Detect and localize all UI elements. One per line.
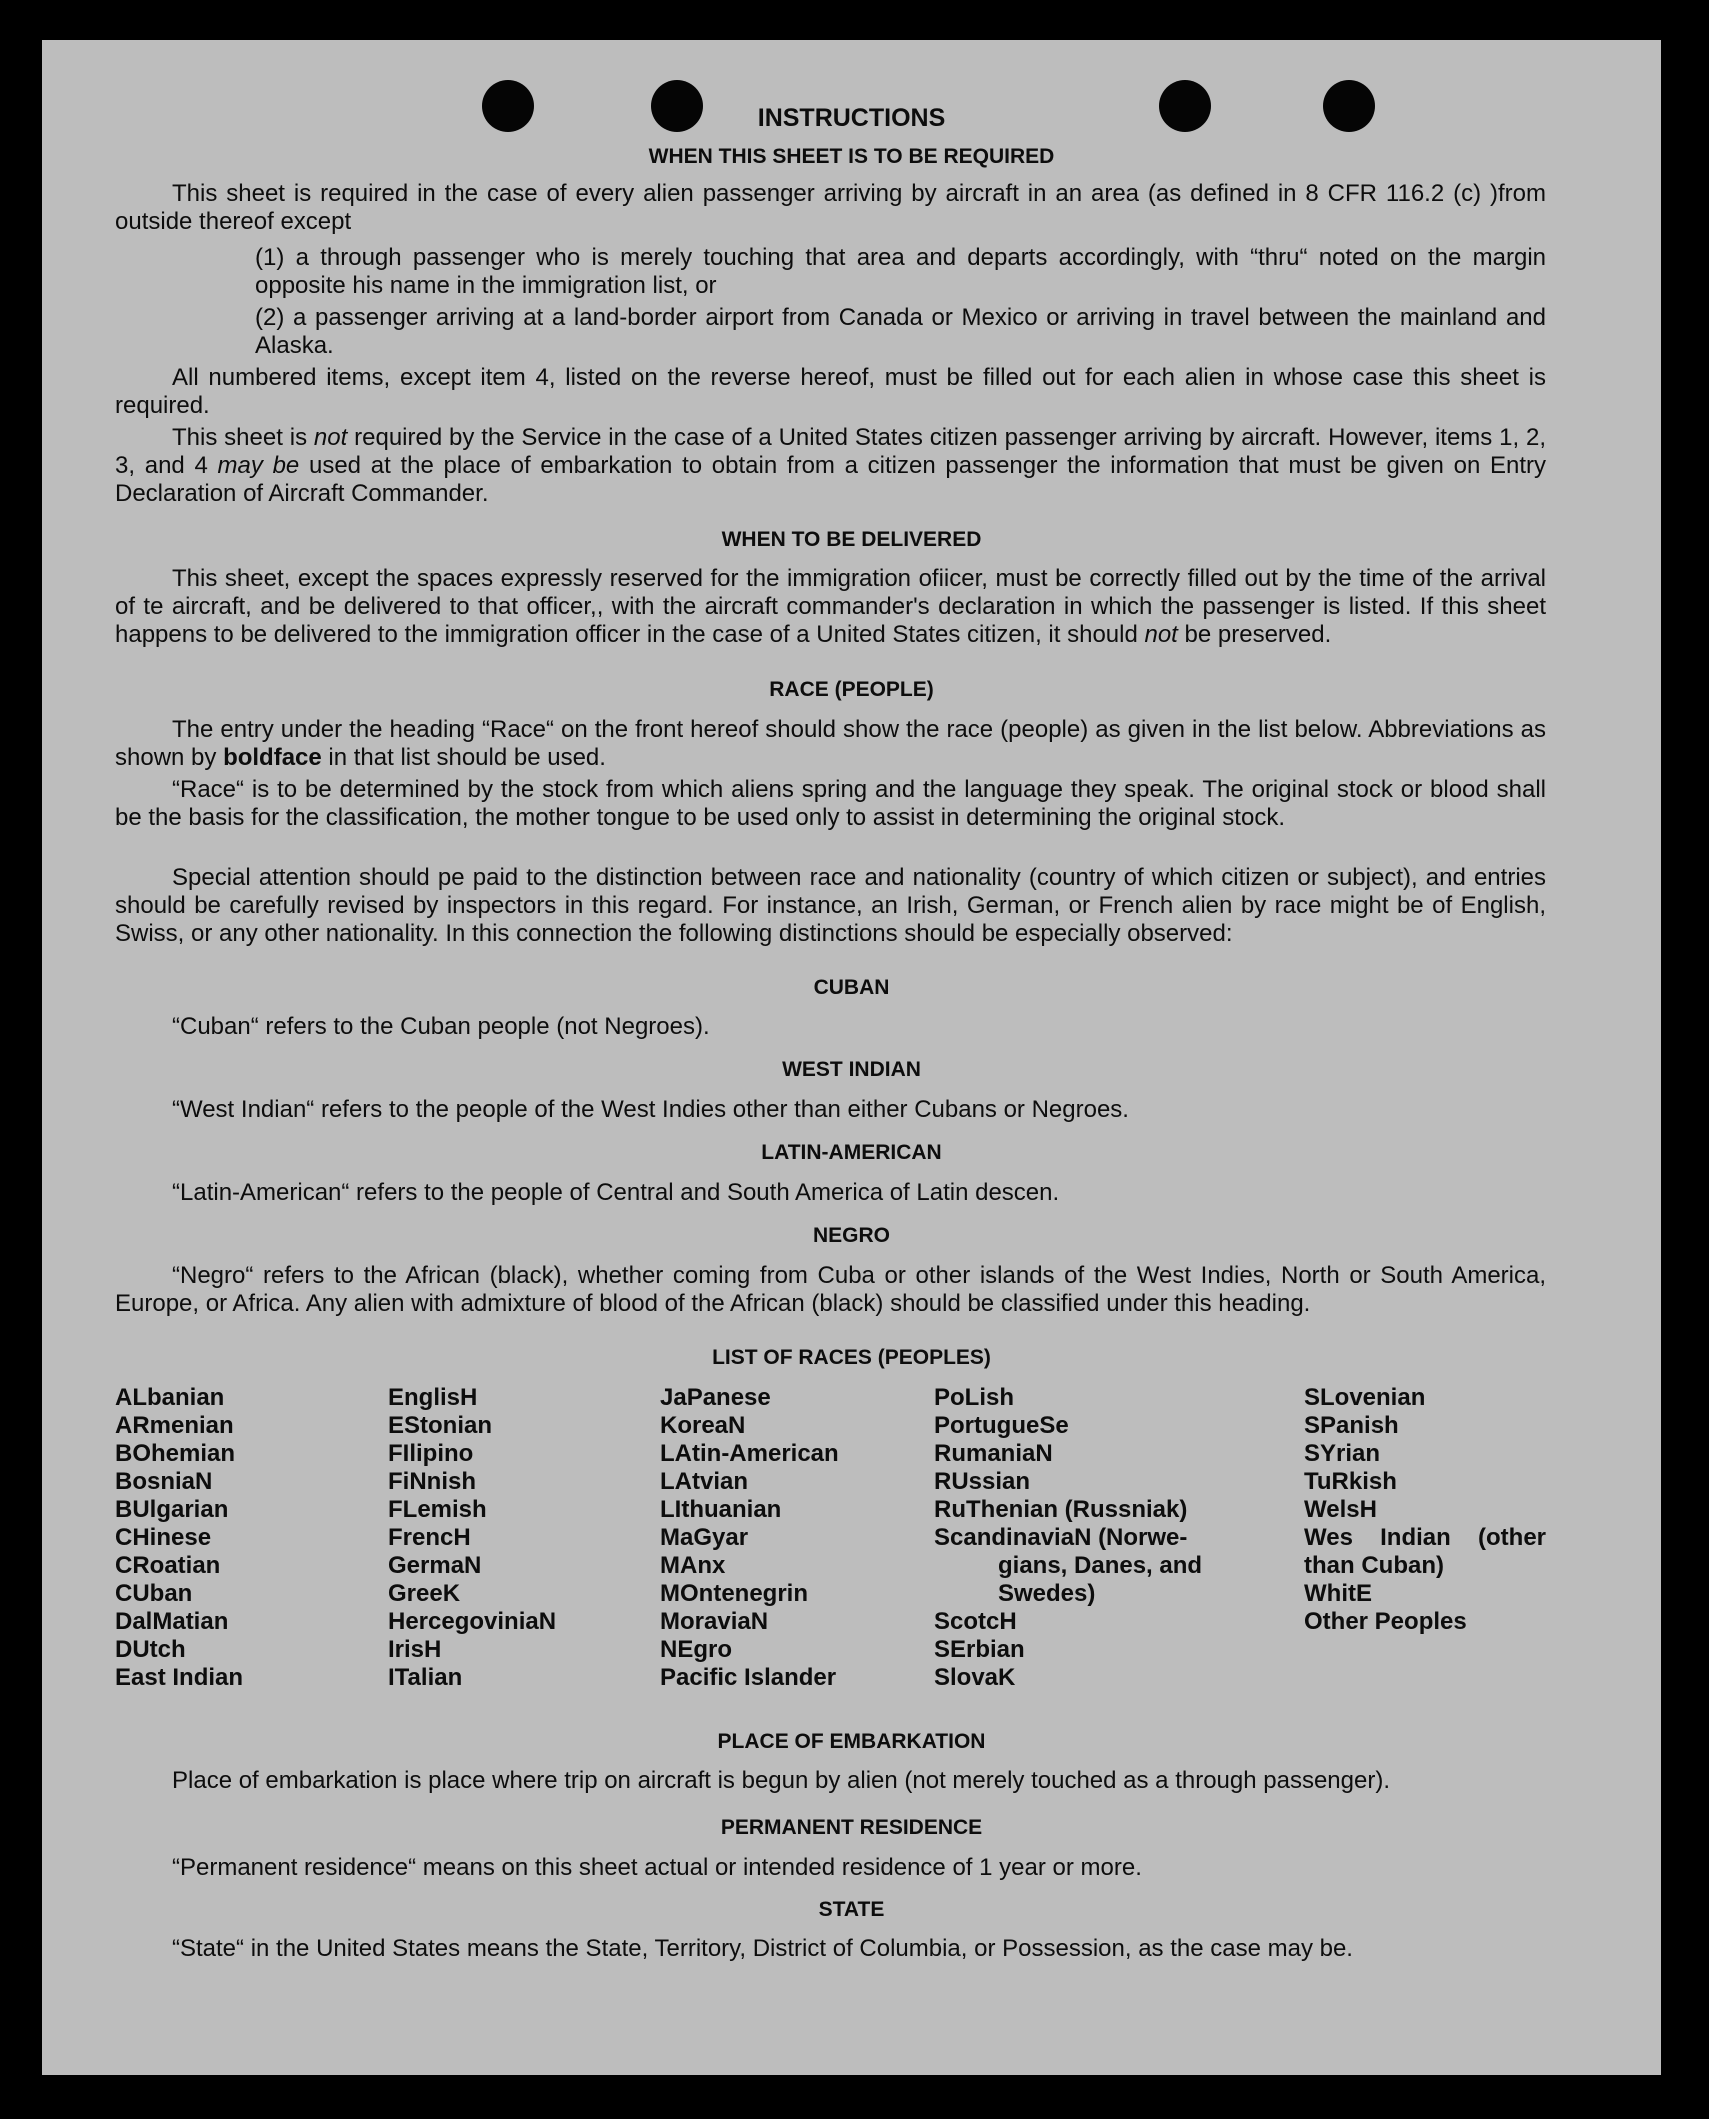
races-column-5 <box>1304 1384 1546 1636</box>
race-item: ScotcH <box>934 1608 1017 1635</box>
race-item: East Indian <box>115 1664 244 1691</box>
race-item: MOntenegrin <box>660 1580 808 1607</box>
instruction-sheet <box>42 40 1661 2075</box>
paragraph-required-intro: This sheet is required in the case of every alien passenger arriving by aircraft in an area (as defined in 8 CFR 116.2 (c) )from outside thereof except <box>115 180 1546 235</box>
race-item: SYrian <box>1304 1440 1381 1467</box>
race-item: EnglisH <box>388 1384 478 1411</box>
race-item: FIlipino <box>388 1440 474 1467</box>
race-item: CHinese <box>115 1524 212 1551</box>
race-item: BOhemian <box>115 1440 236 1467</box>
races-column-2 <box>388 1384 556 1692</box>
race-item: MAnx <box>660 1552 726 1579</box>
race-item: IrisH <box>388 1636 442 1663</box>
race-item: MaGyar <box>660 1524 749 1551</box>
race-item: than Cuban) <box>1304 1552 1444 1579</box>
heading-list-of-races: LIST OF RACES (PEOPLES) <box>712 1346 991 1369</box>
race-item: CRoatian <box>115 1552 221 1579</box>
paragraph-embarkation: Place of embarkation is place where trip on aircraft is begun by alien (not merely touched as a through passenger). <box>172 1767 1390 1794</box>
heading-west-indian: WEST INDIAN <box>782 1058 921 1081</box>
heading-state: STATE <box>818 1898 885 1921</box>
race-item: PoLish <box>934 1384 1015 1411</box>
race-item: KoreaN <box>660 1412 746 1439</box>
exception-item-2: (2) a passenger arriving at a land-border airport from Canada or Mexico or arriving in travel between the mainland and Alaska. <box>255 304 1546 359</box>
race-item: LAtvian <box>660 1468 749 1495</box>
heading-negro: NEGRO <box>812 1224 890 1247</box>
race-item: FrencH <box>388 1524 471 1551</box>
race-item: DalMatian <box>115 1608 229 1635</box>
paragraph-race-stock: “Race“ is to be determined by the stock from which aliens spring and the language they speak. The original stock or blood shall be the basis for the classification, the mother tongue to be used only to assist in determining the original stock. <box>115 776 1546 831</box>
race-item: FiNnish <box>388 1468 476 1495</box>
heading-when-delivered: WHEN TO BE DELIVERED <box>721 528 982 551</box>
page-title: INSTRUCTIONS <box>757 104 946 132</box>
race-item: SErbian <box>934 1636 1025 1663</box>
race-item: ScandinaviaN (Norwe- <box>934 1524 1188 1551</box>
races-column-3 <box>660 1384 839 1692</box>
race-item: RUssian <box>934 1468 1031 1495</box>
heading-cuban: CUBAN <box>813 976 890 999</box>
paragraph-negro: “Negro“ refers to the African (black), whether coming from Cuba or other islands of the West Indies, North or South America, Europe, or Africa. Any alien with admixture of blood of the African (black) should be classified under this heading. <box>115 1262 1546 1317</box>
race-item: LAtin-American <box>660 1440 839 1467</box>
race-item: MoraviaN <box>660 1608 769 1635</box>
race-item: WhitE <box>1304 1580 1372 1607</box>
race-item: Pacific Islander <box>660 1664 837 1691</box>
paragraph-cuban: “Cuban“ refers to the Cuban people (not Negroes). <box>172 1013 710 1040</box>
paragraph-delivered: This sheet, except the spaces expressly reserved for the immigration ofiicer, must be correctly filled out by the time of the arrival of te aircraft, and be delivered to that officer,, with the aircraft commander's declaration in which the passenger is listed. If this sheet happens to be delivered to the immigration officer in the case of a United States citizen, it should not be preserved. <box>115 565 1546 648</box>
race-item: gians, Danes, and <box>998 1552 1203 1579</box>
paragraph-latin-american: “Latin-American“ refers to the people of Central and South America of Latin descen. <box>172 1179 1060 1206</box>
paragraph-permanent-residence: “Permanent residence“ means on this sheet actual or intended residence of 1 year or more. <box>172 1854 1142 1881</box>
paragraph-race-distinction: Special attention should pe paid to the distinction between race and nationality (country of which citizen or subject), and entries should be carefully revised by inspectors in this regard. For instance, an Irish, German, or French alien by race might be of English, Swiss, or any other nationality. In this connection the following distinctions should be especially observed: <box>115 864 1546 947</box>
race-item: SLovenian <box>1304 1384 1426 1411</box>
race-item: ALbanian <box>115 1384 225 1411</box>
race-item: GreeK <box>388 1580 461 1607</box>
heading-when-required: WHEN THIS SHEET IS TO BE REQUIRED <box>648 145 1055 168</box>
exception-item-1: (1) a through passenger who is merely touching that area and departs accordingly, with “thru“ noted on the margin opposite his name in the immigration list, or <box>255 244 1546 299</box>
paragraph-citizen: This sheet is not required by the Service in the case of a United States citizen passenger arriving by aircraft. However, items 1, 2, 3, and 4 may be used at the place of embarkation to obtain from a citizen passenger the information that must be given on Entry Declaration of Aircraft Commander. <box>115 424 1547 507</box>
heading-permanent-residence: PERMANENT RESIDENCE <box>720 1816 983 1839</box>
race-item: Wes Indian (other <box>1304 1524 1546 1551</box>
race-item: JaPanese <box>660 1384 771 1411</box>
paragraph-state: “State“ in the United States means the State, Territory, District of Columbia, or Possession, as the case may be. <box>172 1935 1353 1962</box>
race-item: EStonian <box>388 1412 493 1439</box>
race-item: GermaN <box>388 1552 482 1579</box>
races-column-1 <box>115 1384 243 1692</box>
heading-race: RACE (PEOPLE) <box>769 678 934 701</box>
race-item: SPanish <box>1304 1412 1399 1439</box>
races-column-4 <box>934 1384 1202 1692</box>
race-item: PortugueSe <box>934 1412 1069 1439</box>
race-item: WelsH <box>1304 1496 1377 1523</box>
race-item: CUban <box>115 1580 193 1607</box>
race-item: ARmenian <box>115 1412 234 1439</box>
race-item: Swedes) <box>998 1580 1096 1607</box>
race-item: BUlgarian <box>115 1496 229 1523</box>
race-item: DUtch <box>115 1636 186 1663</box>
race-item: BosniaN <box>115 1468 213 1495</box>
race-item: TuRkish <box>1304 1468 1397 1495</box>
race-item: RuThenian (Russniak) <box>934 1496 1188 1523</box>
paragraph-race-entry: The entry under the heading “Race“ on the front hereof should show the race (people) as given in the list below. Abbreviations as shown by boldface in that list should be used. <box>115 716 1546 771</box>
race-item: HercegoviniaN <box>388 1608 557 1635</box>
race-item: ITalian <box>388 1664 463 1691</box>
race-item: LIthuanian <box>660 1496 782 1523</box>
heading-latin-american: LATIN-AMERICAN <box>761 1141 942 1164</box>
race-item: Other Peoples <box>1304 1608 1467 1635</box>
heading-embarkation: PLACE OF EMBARKATION <box>717 1730 986 1753</box>
race-item: FLemish <box>388 1496 487 1523</box>
race-item: NEgro <box>660 1636 732 1663</box>
paragraph-west-indian: “West Indian“ refers to the people of the West Indies other than either Cubans or Negroes. <box>172 1096 1129 1123</box>
paragraph-numbered-items: All numbered items, except item 4, listed on the reverse hereof, must be filled out for each alien in whose case this sheet is required. <box>115 364 1546 419</box>
race-item: RumaniaN <box>934 1440 1053 1467</box>
race-item: SlovaK <box>934 1664 1016 1691</box>
